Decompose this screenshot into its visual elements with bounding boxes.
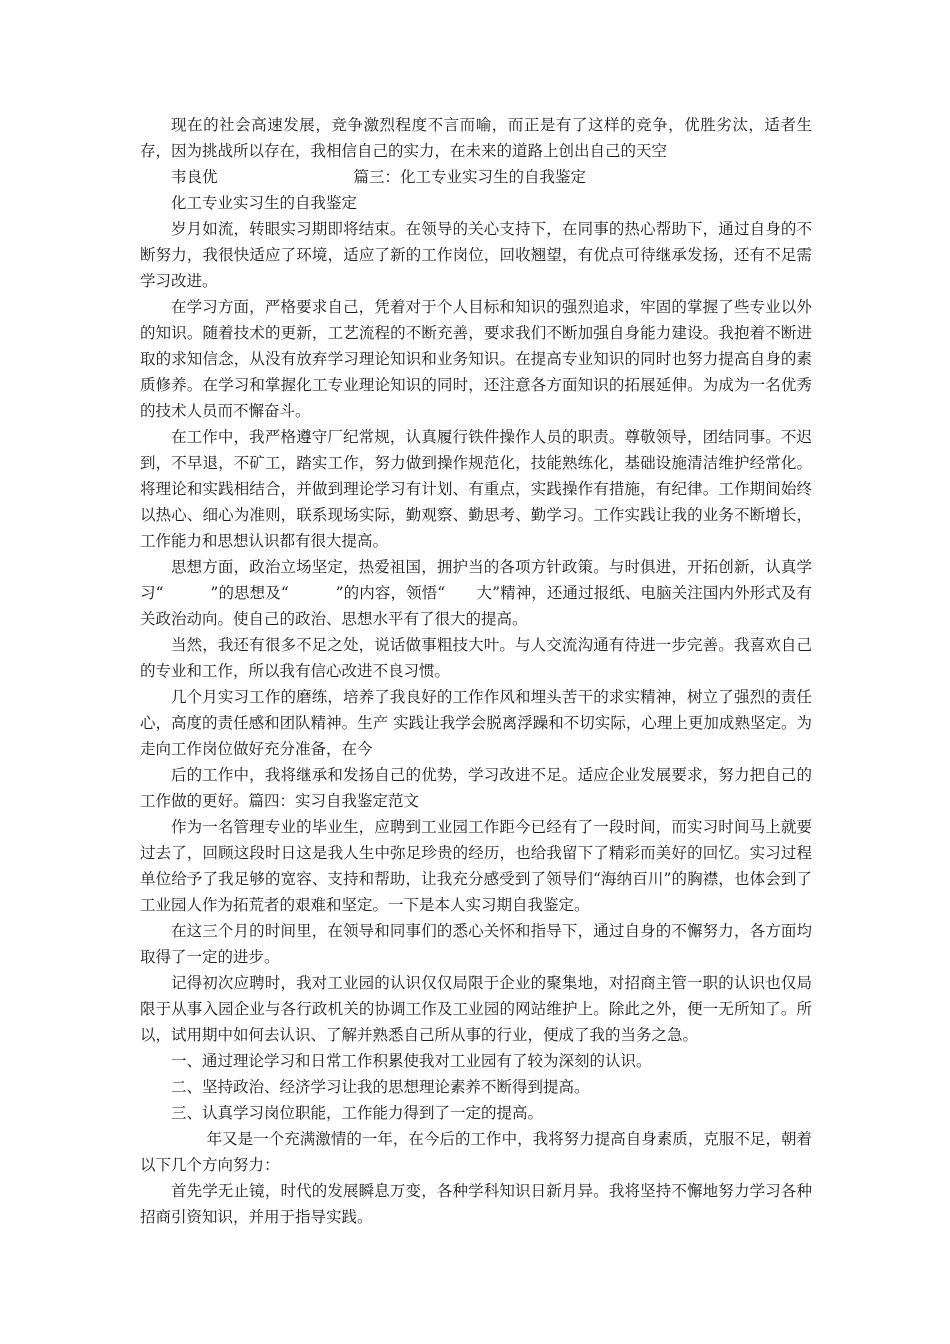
paragraph: 年又是一个充满激情的一年，在今后的工作中，我将努力提高自身素质，克服不足，朝着以下几个方向努力： xyxy=(140,1130,812,1174)
article-title: 化工专业实习生的自我鉴定 xyxy=(171,194,358,212)
paragraph: 岁月如流，转眼实习期即将结束。在领导的关心支持下，在同事的热心帮助下，通过自身的不断努力，我很快适应了环境，适应了新的工作岗位，回收翘望，有优点可待继承发扬，还有不足需学习改进。 xyxy=(140,220,812,290)
paragraph: 在工作中，我严格遵守厂纪常规，认真履行铁件操作人员的职责。尊敬领导，团结同事。不迟到，不早退，不矿工，踏实工作，努力做到操作规范化，技能熟练化，基础设施清洁维护经常化。将理论和实践相结合，并做到理论学习有计划、有重点，实践操作有措施，有纪律。工作期间始终以热心、细心为准则，联系现场实际，勤观察、勤思考、勤学习。工作实践让我的业务不断增长，工作能力和思想认识都有很大提高。 xyxy=(140,428,812,550)
list-item: 三、认真学习岗位职能，工作能力得到了一定的提高。 xyxy=(171,1104,544,1122)
paragraph: 在学习方面，严格要求自己，凭着对于个人目标和知识的强烈追求，牢固的掌握了些专业以外的知识。随着技术的更新，工艺流程的不断充善，要求我们不断加强自身能力建设。我抱着不断进取的求知信念，从没有放弃学习理论知识和业务知识。在提高专业知识的同时也努力提高自身的素质修养。在学习和掌握化工专业理论知识的同时，还注意各方面知识的拓展延伸。为成为一名优秀的技术人员而不懈奋斗。 xyxy=(140,298,812,420)
byline xyxy=(140,164,812,190)
paragraph: 首先学无止镜，时代的发展瞬息万变，各种学科知识日新月异。我将坚持不懈地努力学习各种招商引资知识，并用于指导实践。 xyxy=(140,1182,812,1226)
paragraph: 在这三个月的时间里，在领导和同事们的悉心关怀和指导下，通过自身的不懈努力，各方面均取得了一定的进步。 xyxy=(140,922,812,966)
paragraph: 当然，我还有很多不足之处，说话做事粗技大叶。与人交流沟通有待进一步完善。我喜欢自己的专业和工作，所以我有信心改进不良习惯。 xyxy=(140,636,812,680)
list-item: 一、通过理论学习和日常工作积累使我对工业园有了较为深刻的认识。 xyxy=(171,1052,652,1070)
paragraph: 作为一名管理专业的毕业生，应聘到工业园工作距今已经有了一段时间，而实习时间马上就要过去了，回顾这段时日这是我人生中弥足珍贵的经历，也给我留下了精彩而美好的回忆。实习过程单位给予了我足够的宽容、支持和帮助，让我充分感受到了领导们“海纳百川”的胸襟，也体会到了工业园人作为拓荒者的艰难和坚定。一下是本人实习期自我鉴定。 xyxy=(140,818,812,914)
author-name: 韦良优 xyxy=(171,168,218,186)
paragraph: 记得初次应聘时，我对工业园的认识仅仅局限于企业的聚集地，对招商主管一职的认识也仅局限于从事入园企业与各行政机关的协调工作及工业园的网站维护上。除此之外，便一无所知了。所以，试用期中如何去认识、了解并熟悉自己所从事的行业，便成了我的当务之急。 xyxy=(140,974,812,1044)
paragraph: 几个月实习工作的磨练，培养了我良好的工作作风和埋头苦干的求实精神，树立了强烈的责任心，高度的责任感和团队精神。生产 实践让我学会脱离浮躁和不切实际，心理上更加成熟坚定。为走向工作岗位做好充分准备，在今 xyxy=(140,688,812,758)
paragraph: 思想方面，政治立场坚定，热爱祖国，拥护当的各项方针政策。与时俱进，开拓创新，认真学习“ ”的思想及“ ”的内容，领悟“ 大”精神，还通过报纸、电脑关注国内外形式及有关政治动向。使自己的政治、思想水平有了很大的提高。 xyxy=(140,558,812,628)
paragraph-intro: 现在的社会高速发展，竞争激烈程度不言而喻，而正是有了这样的竞争，优胜劣汰，适者生存，因为挑战所以存在，我相信自己的实力，在未来的道路上创出自己的天空 xyxy=(140,116,812,160)
paragraph: 后的工作中，我将继承和发扬自己的优势，学习改进不足。适应企业发展要求，努力把自己的工作做的更好。篇四：实习自我鉴定范文 xyxy=(140,766,812,810)
document-body xyxy=(140,112,812,1230)
section-title: 篇三：化工专业实习生的自我鉴定 xyxy=(353,168,587,186)
list-item: 二、坚持政治、经济学习让我的思想理论素养不断得到提高。 xyxy=(171,1078,590,1096)
